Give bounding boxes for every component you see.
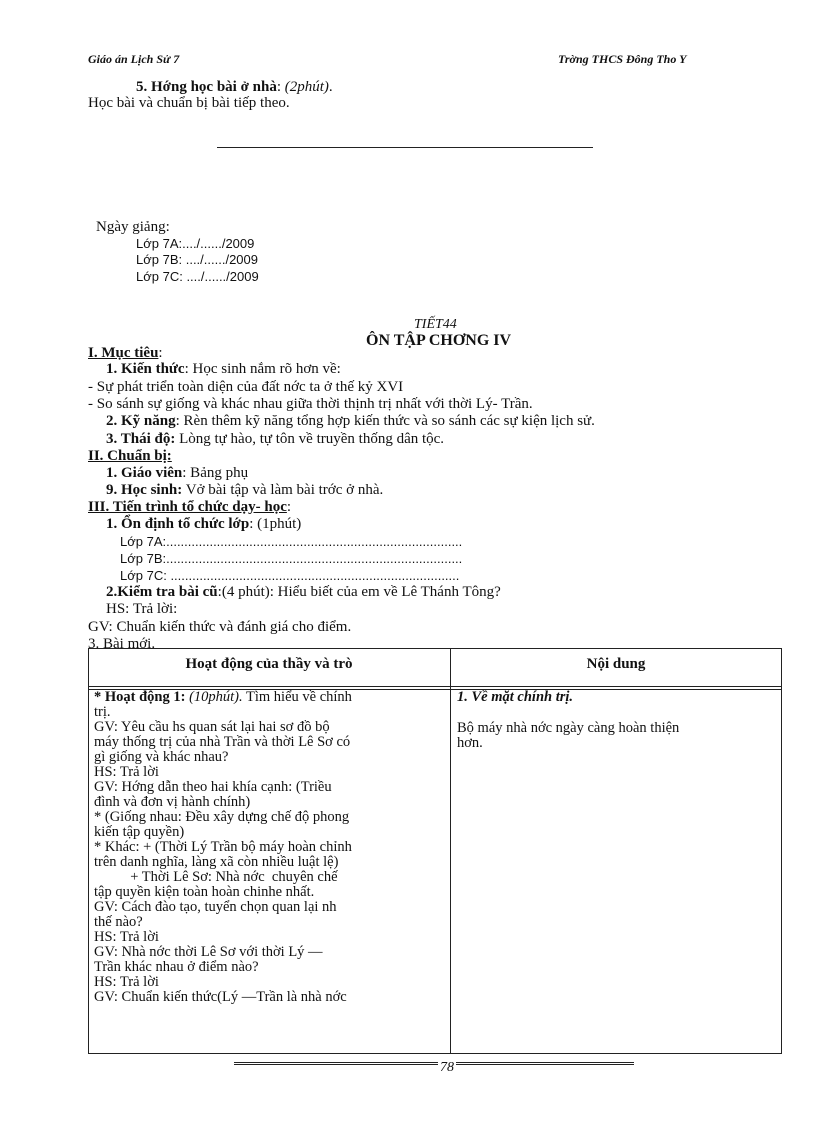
activity-line: HS: Trả lời: [94, 929, 159, 945]
preparation-heading: II. Chuẩn bị:: [88, 448, 172, 464]
class-row: Lớp 7C: ................................................................................: [120, 568, 460, 583]
class-row: Lớp 7A:..................................................................................: [120, 534, 463, 549]
activity-line: gì giống và khác nhau?: [94, 749, 229, 765]
content-line: Bộ máy nhà nớc ngày càng hoàn thiện: [457, 720, 680, 736]
activity-line: máy thống trị của nhà Trần và thời Lê Sơ có: [94, 734, 351, 750]
activity-cell: [94, 690, 446, 1005]
page-number: 78: [440, 1060, 454, 1075]
activity-title-line: * Hoạt động 1: (10phút). Tìm hiểu về chính: [94, 689, 352, 705]
table-header-activity: Hoạt động của thầy và trò: [185, 656, 353, 672]
table-column-divider: [450, 648, 451, 1054]
activity-line: * (Giống nhau: Đều xây dựng chế độ phong: [94, 809, 350, 825]
footer-rule: [234, 1062, 634, 1065]
lesson-title: ÔN TẬP CHƠNG IV: [366, 332, 512, 349]
header-left: Giáo án Lịch Sử 7: [88, 52, 180, 66]
date-row: Lớp 7B: ..../....../2009: [136, 252, 258, 267]
skills-line: 2. Kỹ năng: Rèn thêm kỹ năng tổng hợp kiến thức và so sánh các sự kiện lịch sử.: [106, 413, 595, 429]
activity-line: GV: Cách đào tạo, tuyển chọn quan lại nh: [94, 899, 337, 915]
activity-line: HS: Trả lời: [94, 974, 159, 990]
date-row: Lớp 7C: ..../....../2009: [136, 269, 259, 284]
knowledge-point: - So sánh sự giống và khác nhau giữa thời thịnh trị nhất với thời Lý- Trần.: [88, 396, 533, 412]
date-row: Lớp 7A:..../....../2009: [136, 236, 255, 251]
homework-heading: 5. Hớng học bài ở nhà: (2phút).: [136, 79, 333, 95]
activity-line: thế nào?: [94, 914, 143, 930]
table-header-divider: [88, 686, 782, 687]
teacher-line: 1. Giáo viên: Bảng phụ: [106, 465, 249, 481]
homework-text: Học bài và chuẩn bị bài tiếp theo.: [88, 95, 290, 111]
activity-line: GV: Yêu cầu hs quan sát lại hai sơ đồ bộ: [94, 719, 330, 735]
student-line: 9. Học sinh: Vở bài tập và làm bài trớc ở nhà.: [106, 482, 384, 498]
activity-line: HS: Trả lời: [94, 764, 159, 780]
activity-line: kiến tập quyền): [94, 824, 185, 840]
objectives-heading: I. Mục tiêu:: [88, 345, 163, 361]
attitude-line: 3. Thái độ: Lòng tự hào, tự tôn về truyền thống dân tộc.: [106, 431, 445, 447]
process-heading: III. Tiến trình tổ chức dạy- học:: [88, 499, 292, 515]
activity-line: * Khác: + (Thời Lý Trần bộ máy hoàn chỉnh: [94, 839, 352, 855]
content-line: hơn.: [457, 735, 483, 751]
activity-line: GV: Nhà nớc thời Lê Sơ với thời Lý —: [94, 944, 323, 960]
teaching-date-label: Ngày giảng:: [96, 219, 170, 235]
activity-line: tập quyền kiện toàn hoàn chinhe nhất.: [94, 884, 315, 900]
activity-line: + Thời Lê Sơ: Nhà nớc chuyên chế: [94, 869, 338, 885]
table-header-content: Nội dung: [586, 656, 646, 672]
new-lesson-line: 3. Bài mới.: [88, 636, 156, 652]
knowledge-point: - Sự phát triển toàn diện của đất nớc ta ở thế kỷ XVI: [88, 379, 404, 395]
activity-line: GV: Hớng dẫn theo hai khía cạnh: (Triều: [94, 779, 332, 795]
review-line: 2.Kiểm tra bài cũ:(4 phút): Hiểu biết của em về Lê Thánh Tông?: [106, 584, 501, 600]
header-right: Trờng THCS Đông Tho Y: [558, 52, 687, 66]
activity-line: trị.: [94, 704, 111, 720]
activity-line: đình và đơn vị hành chính): [94, 794, 251, 810]
activity-line: GV: Chuẩn kiến thức(Lý —Trần là nhà nớc: [94, 989, 347, 1005]
content-cell: [457, 690, 777, 751]
lesson-number: TIẾT44: [414, 317, 457, 332]
knowledge-line: 1. Kiến thức: Học sinh nắm rõ hơn về:: [106, 361, 341, 377]
content-heading: 1. Về mặt chính trị.: [457, 689, 574, 705]
activity-line: Trần khác nhau ở điểm nào?: [94, 959, 259, 975]
class-row: Lớp 7B:..................................................................................: [120, 551, 463, 566]
activity-line: trên danh nghĩa, làng xã còn nhiều luật lệ): [94, 854, 339, 870]
review-answer: HS: Trả lời:: [106, 601, 178, 617]
review-gv: GV: Chuẩn kiến thức và đánh giá cho điểm.: [88, 619, 352, 635]
organization-line: 1. Ổn định tổ chức lớp: (1phút): [106, 516, 302, 532]
section-divider: [217, 147, 593, 148]
